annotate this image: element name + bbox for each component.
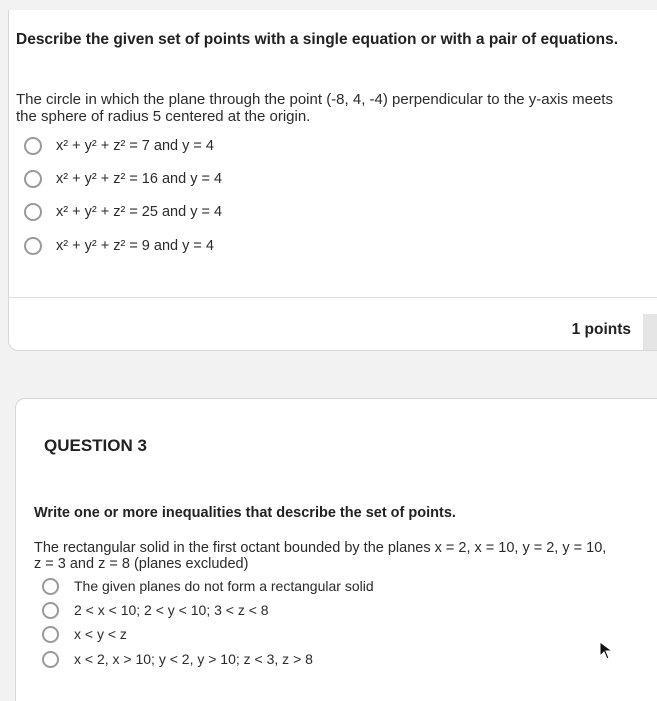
q3-option-3-label: x < y < z xyxy=(74,626,127,642)
radio-empty-icon[interactable] xyxy=(24,203,42,221)
q3-option-1-label: The given planes do not form a rectangular solid xyxy=(74,578,374,594)
radio-empty-icon[interactable] xyxy=(42,626,59,643)
q2-option-1-label: x² + y² + z² = 7 and y = 4 xyxy=(56,138,214,154)
radio-empty-icon[interactable] xyxy=(24,170,42,188)
radio-empty-icon[interactable] xyxy=(24,137,42,155)
side-tab[interactable] xyxy=(643,314,657,350)
q2-option-3[interactable] xyxy=(24,200,222,224)
q3-option-1[interactable] xyxy=(42,575,374,597)
q3-option-2-label: 2 < x < 10; 2 < y < 10; 3 < z < 8 xyxy=(74,602,269,618)
q3-option-4-label: x < 2, x > 10; y < 2, y > 10; z < 3, z > 8 xyxy=(74,651,313,667)
radio-empty-icon[interactable] xyxy=(42,651,59,668)
q2-option-4[interactable] xyxy=(24,234,214,258)
mouse-cursor-icon xyxy=(598,641,614,661)
divider xyxy=(8,297,657,298)
q2-option-3-label: x² + y² + z² = 25 and y = 4 xyxy=(56,204,223,220)
radio-empty-icon[interactable] xyxy=(42,602,59,619)
q2-option-4-label: x² + y² + z² = 9 and y = 4 xyxy=(56,238,214,254)
q3-option-2[interactable] xyxy=(42,599,269,621)
q3-option-3[interactable] xyxy=(42,623,127,645)
question-2-prompt: Describe the given set of points with a single equation or with a pair of equations. xyxy=(16,31,618,48)
radio-empty-icon[interactable] xyxy=(24,237,42,255)
question-3-title: QUESTION 3 xyxy=(44,436,147,455)
q2-option-2[interactable] xyxy=(24,167,222,191)
question-3-prompt: Write one or more inequalities that describe the set of points. xyxy=(34,505,456,521)
question-3-body: The rectangular solid in the first octant bounded by the planes x = 2, x = 10, y = 2, y = 10, z = 3 and z = 8 (planes excluded) xyxy=(34,540,607,572)
q2-option-1[interactable] xyxy=(24,134,214,158)
question-2-body: The circle in which the plane through the point (-8, 4, -4) perpendicular to the y-axis meets the sphere of radius 5 centered at the origin. xyxy=(16,91,613,125)
points-label: 1 points xyxy=(571,321,631,338)
q3-option-4[interactable] xyxy=(42,648,313,670)
radio-empty-icon[interactable] xyxy=(42,578,59,595)
q2-option-2-label: x² + y² + z² = 16 and y = 4 xyxy=(56,171,223,187)
